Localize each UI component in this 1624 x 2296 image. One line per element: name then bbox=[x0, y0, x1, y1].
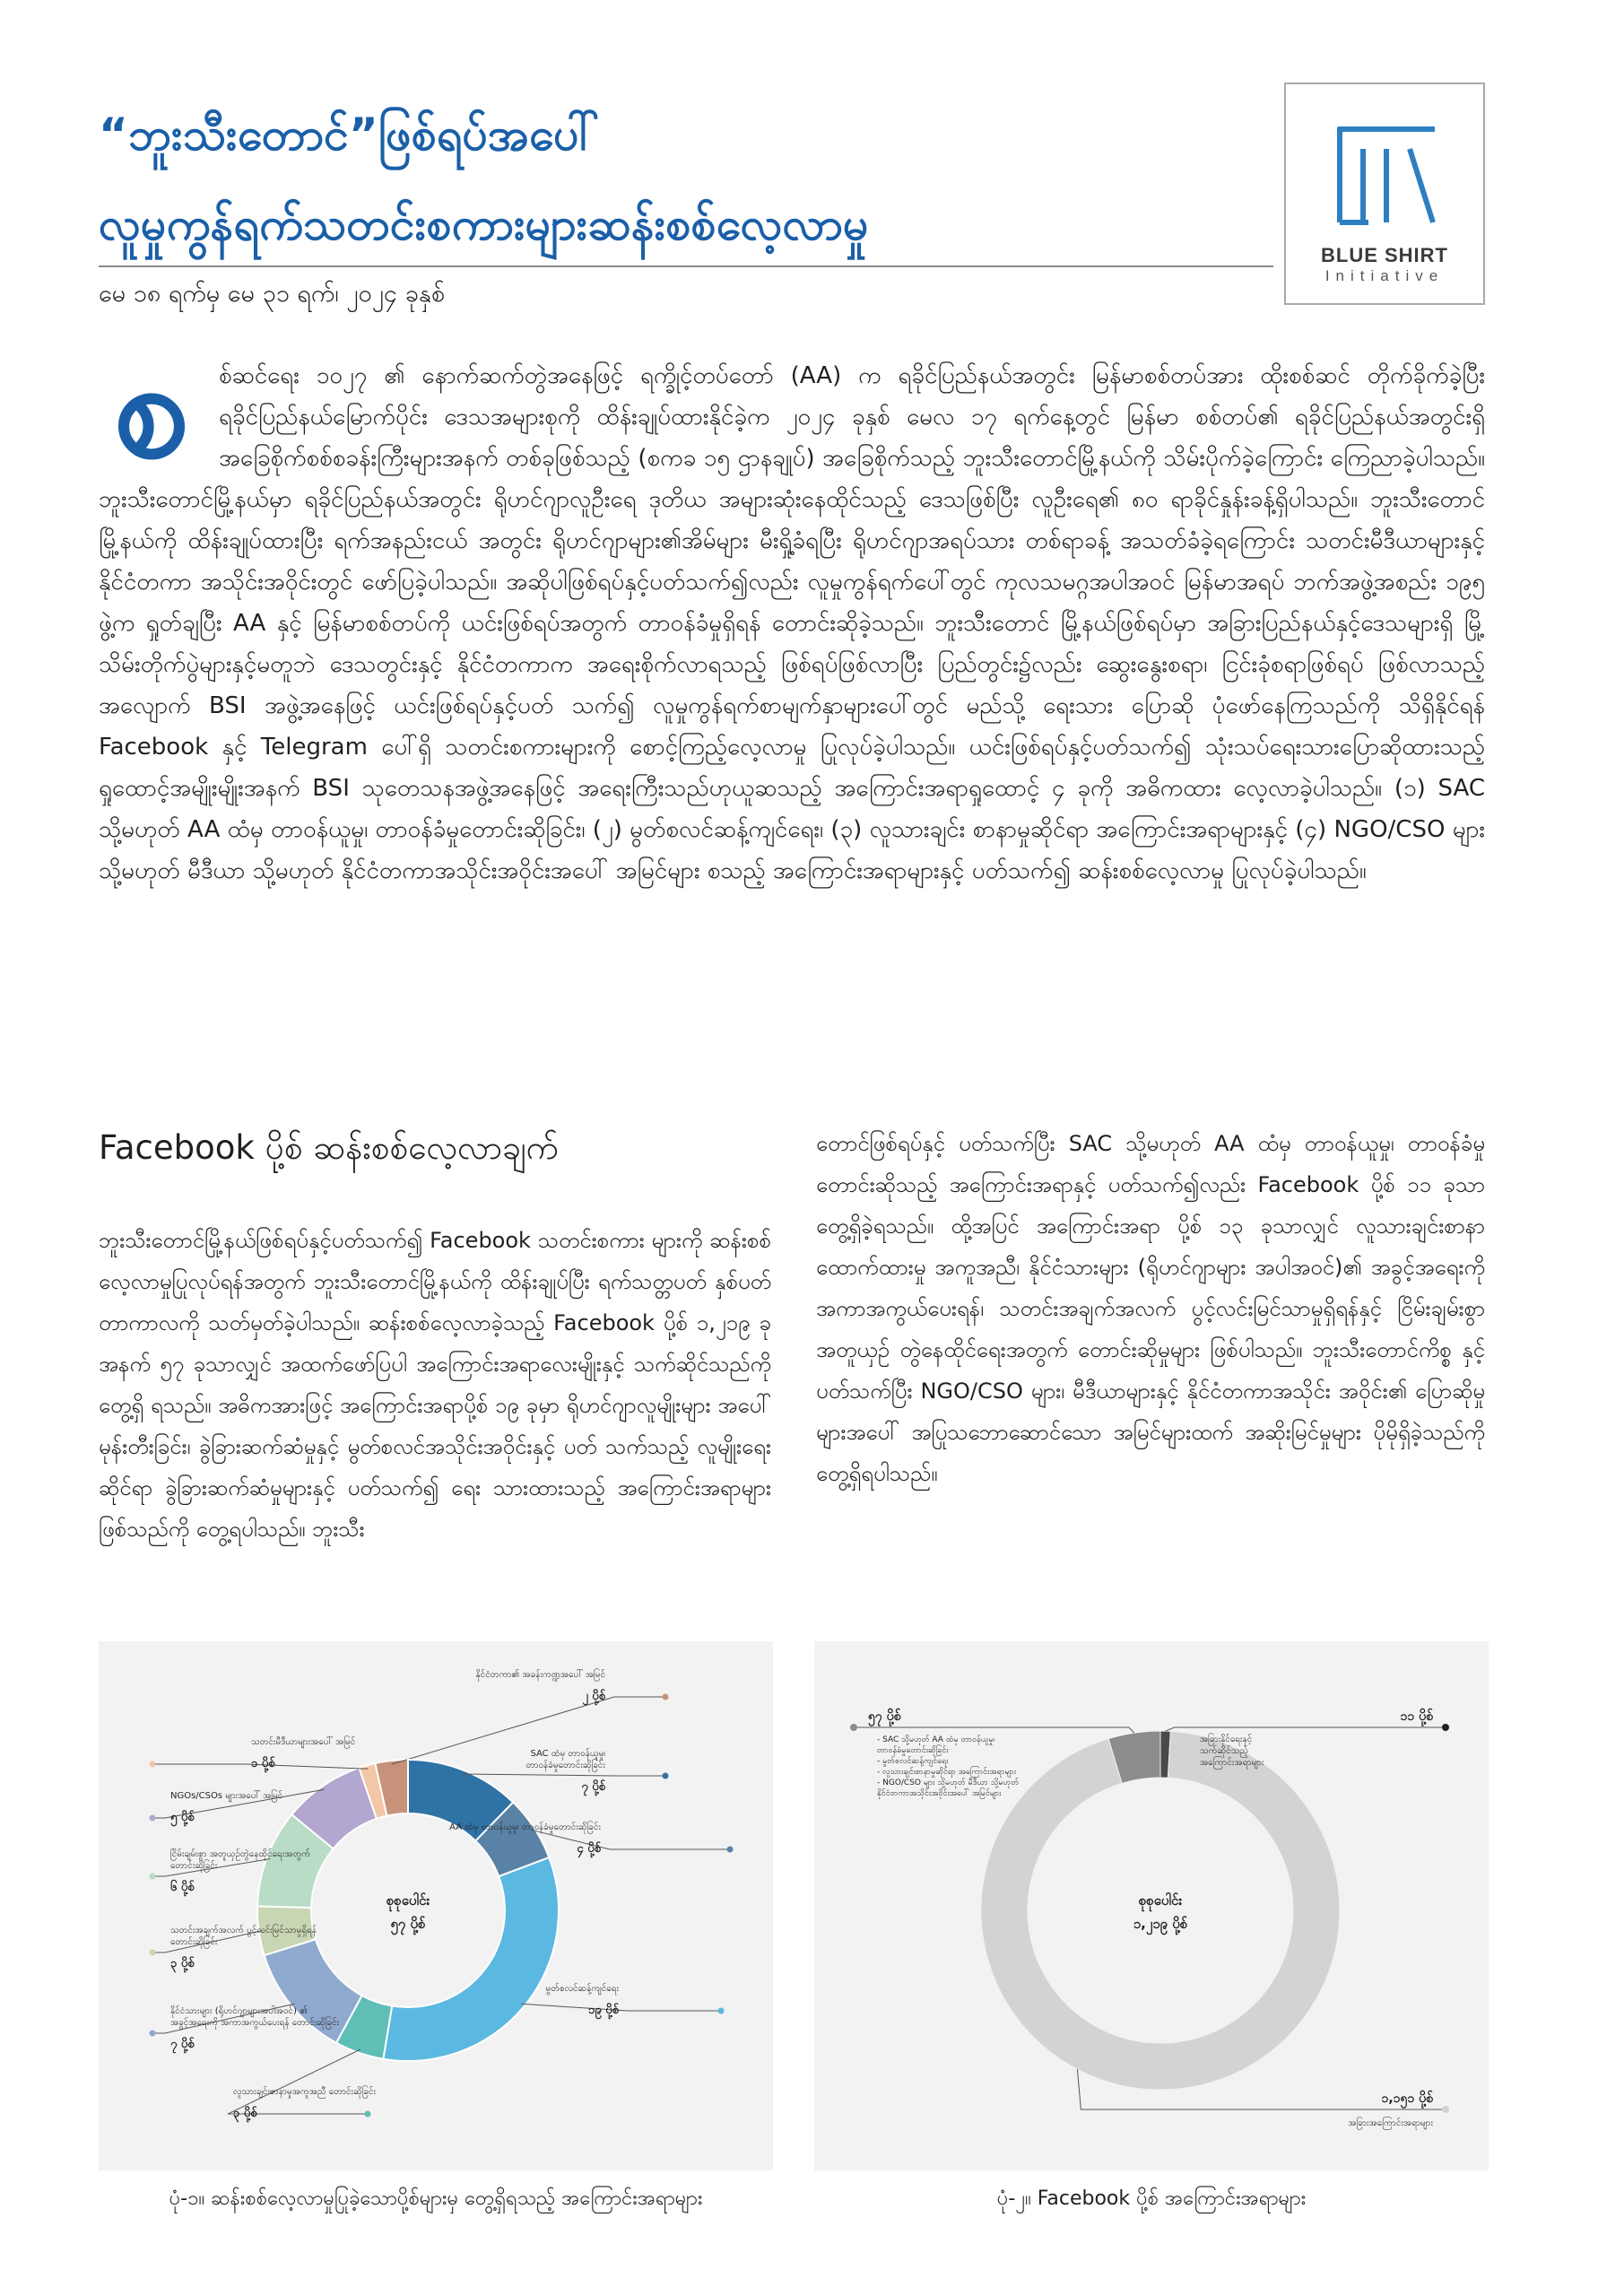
leader-dot bbox=[718, 2008, 725, 2014]
leader-line bbox=[392, 1697, 665, 1764]
slice-value-label: ၃ ပို့စ် bbox=[233, 2107, 257, 2120]
intro-section bbox=[99, 330, 1486, 891]
slice-list-item: - SAC သို့မဟုတ် AA ထံမှ တာဝန်ယူမှု၊ bbox=[877, 1735, 995, 1744]
figure-2-panel bbox=[814, 1641, 1489, 2170]
figure-1-caption: ပုံ-၁။ ဆန်းစစ်လေ့လာမှုပြုခဲ့သောပို့စ်များမှ တွေ့ရှိရသည့် အကြောင်းအရာများ bbox=[169, 2187, 703, 2210]
slice-label: နိုင်ငံသားများ (ရိုဟင်ဂျာများအပါအဝင်) ၏ bbox=[170, 2006, 308, 2016]
leader-line bbox=[1166, 1727, 1442, 1731]
slice-label: NGOs/CSOs များအပေါ် အမြင် bbox=[170, 1791, 283, 1801]
slice-value-label: ၁၁ ပို့စ် bbox=[1400, 1709, 1433, 1724]
slice-label: AA ထံမှ တာဝန်ယူမှု၊ တာဝန်ခံမှုတောင်းဆိုခြင်း bbox=[449, 1822, 601, 1832]
slice-label: သက်ဆိုင်သည့် bbox=[1200, 1746, 1249, 1756]
slice-value-label: ၇ ပို့စ် bbox=[170, 2038, 195, 2051]
leader-dot bbox=[150, 1950, 156, 1956]
slice-label: ငြိမ်းချမ်းစွာ အတူယှဉ်တွဲနေထိုင်ရေးအတွက် bbox=[170, 1849, 310, 1859]
slice-label: အခွင့်အရေးကို အကာအကွယ်ပေးရန် တောင်းဆိုခြင်း bbox=[170, 2018, 340, 2028]
slice-label: သတင်းအချက်အလက် ပွင့်လင်းမြင်သာမှုရှိရန် bbox=[170, 1926, 317, 1935]
leader-dot bbox=[150, 1815, 156, 1822]
slice-value-label: ၁,၁၅၁ ပို့စ် bbox=[1381, 2092, 1433, 2106]
slice-list-item: တာဝန်ခံမှုတောင်းဆိုခြင်း bbox=[877, 1746, 949, 1755]
donut-chart-topics bbox=[99, 1641, 773, 2170]
drop-cap: စ bbox=[113, 330, 190, 488]
title-divider bbox=[99, 265, 1273, 267]
slice-value-label: ၂ ပို့စ် bbox=[582, 1690, 605, 1703]
leader-dot bbox=[1442, 2106, 1449, 2113]
leader-line bbox=[228, 2049, 368, 2114]
slice-label: SAC ထံမှ တာဝန်ယူမှု၊ bbox=[530, 1749, 605, 1759]
donut-center-label: စုစုပေါင်း bbox=[1138, 1892, 1183, 1909]
section-heading: Facebook ပို့စ် ဆန်းစစ်လေ့လာချက် bbox=[99, 1128, 559, 1167]
title-line-1: “ဘူးသီးတောင်”ဖြစ်ရပ်အပေါ် bbox=[99, 109, 600, 161]
slice-label: အခြားအကြောင်းအရာများ bbox=[1348, 2118, 1433, 2128]
leader-line bbox=[857, 1727, 1134, 1733]
report-title bbox=[99, 90, 1246, 269]
leader-dot bbox=[150, 1874, 156, 1880]
slice-label: မွတ်စလင်ဆန့်ကျင်ရေး bbox=[545, 1984, 619, 1994]
right-column bbox=[816, 1123, 1485, 1494]
donut-center-value: ၁,၂၁၉ ပို့စ် bbox=[1133, 1916, 1188, 1932]
slice-value-label: ၅၇ ပို့စ် bbox=[868, 1709, 901, 1724]
slice-label: အကြောင်းအရာများ bbox=[1200, 1758, 1264, 1768]
logo-mark-icon bbox=[1333, 122, 1440, 230]
slice-value-label: ၆ ပို့စ် bbox=[170, 1881, 195, 1894]
blue-shirt-logo bbox=[1284, 83, 1485, 305]
leader-dot bbox=[150, 2031, 156, 2037]
leader-dot bbox=[850, 1724, 857, 1731]
slice-label: လူသားချင်းစာနာမှုအကူအညီ တောင်းဆိုခြင်း bbox=[233, 2087, 377, 2097]
donut-slice bbox=[383, 1857, 559, 2061]
slice-value-label: ၄ ပို့စ် bbox=[577, 1842, 601, 1856]
leader-dot bbox=[150, 1761, 156, 1768]
slice-value-label: ၁၉ ပို့စ် bbox=[588, 2004, 619, 2017]
slice-list-item: - လူသားချင်းစာနာမှုဆိုင်ရာ အကြောင်းအရာများ bbox=[877, 1768, 1016, 1777]
slice-value-label: ၁ ပို့စ် bbox=[251, 1757, 275, 1770]
leader-dot bbox=[1442, 1724, 1449, 1731]
slice-label: တောင်းဆိုခြင်း bbox=[170, 1937, 218, 1947]
donut-center-value: ၅၇ ပို့စ် bbox=[390, 1916, 426, 1932]
slice-list-item: နိုင်ငံတကာအသိုင်းအဝိုင်းအပေါ် အမြင်များ bbox=[877, 1789, 1002, 1798]
leader-dot bbox=[365, 2111, 371, 2118]
leader-dot bbox=[727, 1847, 734, 1853]
right-column-text: တောင်ဖြစ်ရပ်နှင့် ပတ်သက်ပြီး SAC သို့မဟုတ် AA ထံမှ တာဝန်ယူမှု၊ တာဝန်ခံမှုတောင်းဆိုသည့် အကြောင်းအရာနှင့် ပတ်သက်၍လည်း Facebook ပို့စ် ၁၁ ခုသာ တွေ့ရှိခဲ့ရသည်။ ထို့အပြင် အကြောင်းအရာ ပို့စ် ၁၃ ခုသာလျှင် လူသားချင်းစာနာထောက်ထားမှု အကူအညီ၊ နိုင်ငံသားများ (ရိုဟင်ဂျာများ အပါအဝင်)၏ အခွင့်အရေးကို အကာအကွယ်ပေးရန်၊ သတင်းအချက်အလက် ပွင့်လင်းမြင်သာမှုရှိရန်နှင့် ငြိမ်းချမ်းစွာ အတူယှဉ် တွဲနေထိုင်ရေးအတွက် တောင်းဆိုမှုများ ဖြစ်ပါသည်။ ဘူးသီးတောင်ကိစ္စ နှင့်ပတ်သက်ပြီး NGO/CSO များ၊ မီဒီယာများနှင့် နိုင်ငံတကာအသိုင်း အဝိုင်း၏ ပြောဆိုမှုများအပေါ် အပြုသဘောဆောင်သော အမြင်များထက် အဆိုးမြင်မှုများ ပိုမိုရှိခဲ့သည်ကို တွေ့ရှိရပါသည်။ bbox=[816, 1131, 1485, 1486]
left-column-text: ဘူးသီးတောင်မြို့နယ်ဖြစ်ရပ်နှင့်ပတ်သက်၍ Facebook သတင်းစကား များကို ဆန်းစစ်လေ့လာမှုပြုလုပ်ရန်အတွက် ဘူးသီးတောင်မြို့နယ်ကို ထိန်းချုပ်ပြီး ရက်သတ္တပတ် နှစ်ပတ်တာကာလကို သတ်မှတ်ခဲ့ပါသည်။ ဆန်းစစ်လေ့လာခဲ့သည့် Facebook ပို့စ် ၁,၂၁၉ ခုအနက် ၅၇ ခုသာလျှင် အထက်ဖော်ပြပါ အကြောင်းအရာလေးမျိုးနှင့် သက်ဆိုင်သည်ကို တွေ့ရှိ ရသည်။ အဓိကအားဖြင့် အကြောင်းအရာပို့စ် ၁၉ ခုမှာ ရိုဟင်ဂျာလူမျိုးများ အပေါ် မုန်းတီးခြင်း၊ ခွဲခြားဆက်ဆံမှုနှင့် မွတ်စလင်အသိုင်းအဝိုင်းနှင့် ပတ် သက်သည့် လူမျိုးရေးဆိုင်ရာ ခွဲခြားဆက်ဆံမှုများနှင့် ပတ်သက်၍ ရေး သားထားသည့် အကြောင်းအရာများဖြစ်သည်ကို တွေ့ရပါသည်။ ဘူးသီး bbox=[99, 1228, 771, 1542]
donut-slice bbox=[981, 1731, 1340, 2090]
date-range: မေ ၁၈ ရက်မှ မေ ၃၁ ရက်၊ ၂၀၂၄ ခုနှစ် bbox=[99, 280, 446, 308]
figure-2-caption: ပုံ-၂။ Facebook ပို့စ် အကြောင်းအရာများ bbox=[996, 2187, 1307, 2210]
intro-paragraph: စ်ဆင်ရေး ၁၀၂၇ ၏ နောက်ဆက်တွဲအနေဖြင့် ရက္ခိုင့်တပ်တော် (AA) က ရခိုင်ပြည်နယ်အတွင်း မြန်မာစစ်တပ်အား ထိုးစစ်ဆင် တိုက်ခိုက်ခဲ့ပြီး ရခိုင်ပြည်နယ်မြောက်ပိုင်း ဒေသအများစုကို ထိန်းချုပ်ထားနိုင်ခဲ့က ၂၀၂၄ ခုနှစ် မေလ ၁၇ ရက်နေ့တွင် မြန်မာ စစ်တပ်၏ ရခိုင်ပြည်နယ်အတွင်းရှိ အခြေစိုက်စစ်စခန်းကြီးများအနက် တစ်ခုဖြစ်သည့် (စကခ ၁၅ ဌာနချုပ်) အခြေစိုက်သည့် ဘူးသီးတောင်မြို့နယ်ကို သိမ်းပိုက်ခဲ့ကြောင်း ကြေညာခဲ့ပါသည်။ ဘူးသီးတောင်မြို့နယ်မှာ ရခိုင်ပြည်နယ်အတွင်း ရိုဟင်ဂျာလူဦးရေ ဒုတိယ အများဆုံးနေထိုင်သည့် ဒေသဖြစ်ပြီး လူဦးရေ၏ ၈၀ ရာခိုင်နှုန်းခန့်ရှိပါသည်။ ဘူးသီးတောင်မြို့နယ်ကို ထိန်းချုပ်ထားပြီး ရက်အနည်းငယ် အတွင်း ရိုဟင်ဂျာများ၏အိမ်များ မီးရှို့ခံရပြီး ရိုဟင်ဂျာအရပ်သား တစ်ရာခန့် အသတ်ခံခဲ့ရကြောင်း သတင်းမီဒီယာများနှင့် နိုင်ငံတကာ အသိုင်းအဝိုင်းတွင် ဖော်ပြခဲ့ပါသည်။ အဆိုပါဖြစ်ရပ်နှင့်ပတ်သက်၍လည်း လူမှုကွန်ရက်ပေါ်တွင် ကုလသမဂ္ဂအပါအဝင် မြန်မာအရပ် ဘက်အဖွဲ့အစည်း ၁၉၅ ဖွဲ့က ရှုတ်ချပြီး AA နှင့် မြန်မာစစ်တပ်ကို ယင်းဖြစ်ရပ်အတွက် တာဝန်ခံမှုရှိရန် တောင်းဆိုခဲ့သည်။ ဘူးသီးတောင် မြို့နယ်ဖြစ်ရပ်မှာ အခြားပြည်နယ်နှင့်ဒေသများရှိ မြို့သိမ်းတိုက်ပွဲများနှင့်မတူဘဲ ဒေသတွင်းနှင့် နိုင်ငံတကာက အရေးစိုက်လာရသည့် ဖြစ်ရပ်ဖြစ်လာပြီး ပြည်တွင်း၌လည်း ဆွေးနွေးစရာ၊ ငြင်းခုံစရာဖြစ်ရပ် ဖြစ်လာသည့်အလျောက် BSI အဖွဲ့အနေဖြင့် ယင်းဖြစ်ရပ်နှင့်ပတ် သက်၍ လူမှုကွန်ရက်စာမျက်နှာများပေါ်တွင် မည်သို့ ရေးသား ပြောဆို ပုံဖော်နေကြသည်ကို သိရှိနိုင်ရန် Facebook နှင့် Telegram ပေါ်ရှိ သတင်းစကားများကို စောင့်ကြည့်လေ့လာမှု ပြုလုပ်ခဲ့ပါသည်။ ယင်းဖြစ်ရပ်နှင့်ပတ်သက်၍ သုံးသပ်ရေးသားပြောဆိုထားသည့် ရှုထောင့်အမျိုးမျိုးအနက် BSI သုတေသနအဖွဲ့အနေဖြင့် အရေးကြီးသည်ဟုယူဆသည့် အကြောင်းအရာရှုထောင့် ၄ ခုကို အဓိကထား လေ့လာခဲ့ပါသည်။ (၁) SAC သို့မဟုတ် AA ထံမှ တာဝန်ယူမှု၊ တာဝန်ခံမှုတောင်းဆိုခြင်း၊ (၂) မွတ်စလင်ဆန့်ကျင်ရေး၊ (၃) လူသားချင်း စာနာမှုဆိုင်ရာ အကြောင်းအရာများနှင့် (၄) NGO/CSO များ သို့မဟုတ် မီဒီယာ သို့မဟုတ် နိုင်ငံတကာအသိုင်းအဝိုင်းအပေါ် အမြင်များ စသည့် အကြောင်းအရာများနှင့် ပတ်သက်၍ ဆန်းစစ်လေ့လာမှု ပြုလုပ်ခဲ့ပါသည်။ bbox=[99, 362, 1486, 884]
title-line-2: လူမှုကွန်ရက်သတင်းစကားများဆန်းစစ်လေ့လာမှု bbox=[99, 198, 869, 250]
slice-value-label: ၇ ပို့စ် bbox=[581, 1780, 605, 1794]
slice-label: အခြားနိုင်ရေးနှင့် bbox=[1200, 1735, 1253, 1744]
slice-list-item: - NGO/CSO များ သို့မဟုတ် မီဒီယာ သို့မဟုတ် bbox=[877, 1779, 1020, 1787]
slice-label: တောင်းဆိုခြင်း bbox=[170, 1861, 218, 1871]
donut-chart-all-posts bbox=[814, 1641, 1489, 2170]
leader-line bbox=[522, 2004, 721, 2011]
slice-value-label: ၃ ပို့စ် bbox=[170, 1957, 195, 1970]
slice-list-item: - မွတ်စလင်ဆန့်ကျင်ရေး bbox=[877, 1757, 949, 1766]
slice-label: နိုင်ငံတကာ၏ အခန်းကဏ္ဍအပေါ် အမြင် bbox=[475, 1670, 605, 1680]
leader-dot bbox=[663, 1773, 669, 1779]
slice-label: သတင်းမီဒီယာများအပေါ် အမြင် bbox=[251, 1737, 356, 1747]
leader-dot bbox=[663, 1694, 669, 1700]
logo-name: BLUE SHIRT bbox=[1321, 244, 1448, 266]
slice-label: တာဝန်ခံမှုတောင်းဆိုခြင်း bbox=[525, 1761, 605, 1770]
donut-center-label: စုစုပေါင်း bbox=[386, 1892, 430, 1909]
leader-line bbox=[464, 1774, 665, 1776]
slice-value-label: ၅ ပို့စ် bbox=[170, 1811, 195, 1824]
logo-subtitle: Initiative bbox=[1324, 267, 1445, 284]
left-column bbox=[99, 1123, 771, 1550]
figure-1-panel bbox=[99, 1641, 773, 2170]
leader-line bbox=[531, 1830, 730, 1849]
